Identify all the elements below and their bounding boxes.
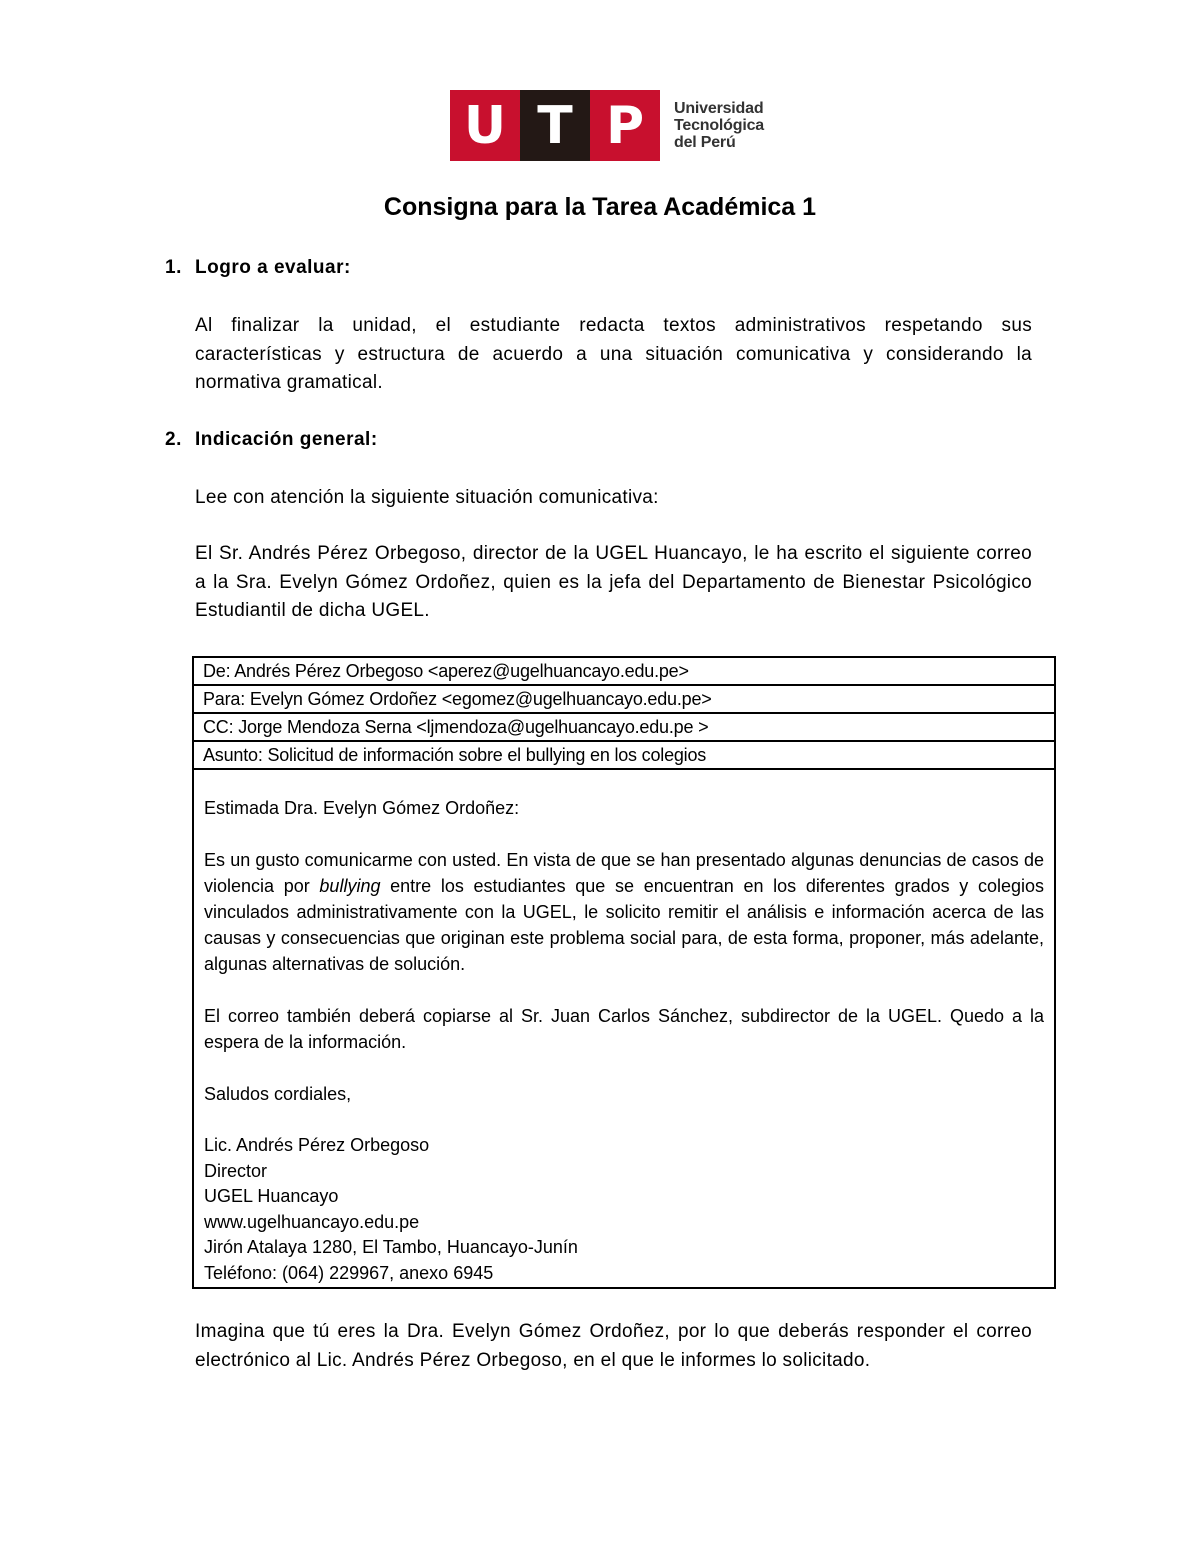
- logo-text-line: Tecnológica: [674, 117, 764, 134]
- final-instruction: Imagina que tú eres la Dra. Evelyn Gómez Ordoñez, por lo que deberás responder el correo electrónico al Lic. Andrés Pérez Orbegoso, en el que le informes lo solicitado.: [195, 1321, 1032, 1371]
- email-body: [194, 795, 1054, 1287]
- email-paragraph-1-start: Es un gusto comunicarme con usted. En vista de que se han presentado algunas denuncias de casos de violencia por: [204, 850, 1044, 896]
- logo-letter-p: P: [590, 90, 660, 161]
- email-greeting: Estimada Dra. Evelyn Gómez Ordoñez:: [204, 798, 520, 818]
- email-paragraph-1-italic: bullying: [319, 876, 381, 896]
- signature-line: Director: [204, 1160, 268, 1181]
- signature-line: UGEL Huancayo: [204, 1186, 339, 1207]
- email-paragraph-2: El correo también deberá copiarse al Sr. Juan Carlos Sánchez, subdirector de la UGEL. Quedo a la espera de la información.: [204, 1006, 1044, 1052]
- signature-line: www.ugelhuancayo.edu.pe: [204, 1211, 420, 1232]
- email-paragraph-1: [204, 847, 1044, 977]
- utp-logo: [450, 90, 764, 161]
- logo-letter-u: U: [450, 90, 520, 161]
- email-box: [192, 656, 1056, 1289]
- logo-letter-t: T: [520, 90, 590, 161]
- logo-text-line: del Perú: [674, 134, 736, 151]
- signature-line: Teléfono: (064) 229967, anexo 6945: [204, 1262, 494, 1283]
- section-1-heading: [165, 257, 351, 279]
- email-to: Para: Evelyn Gómez Ordoñez <egomez@ugelhuancayo.edu.pe>: [194, 686, 1054, 714]
- logo-university-name: [674, 100, 764, 151]
- section-1-number: 1.: [165, 257, 182, 278]
- section-2-number: 2.: [165, 429, 182, 450]
- section-1-text: Al finalizar la unidad, el estudiante redacta textos administrativos respetando sus características y estructura de acuerdo a una situación comunicativa y considerando la normativa gramatical.: [195, 315, 1032, 393]
- section-2-heading-text: Indicación general:: [195, 429, 378, 450]
- section-2-context: El Sr. Andrés Pérez Orbegoso, director de la UGEL Huancayo, le ha escrito el siguiente correo a la Sra. Evelyn Gómez Ordoñez, quien es la jefa del Departamento de Bienestar Psicológico Estudiantil de dicha UGEL.: [195, 543, 1032, 621]
- section-2-intro: Lee con atención la siguiente situación comunicativa:: [195, 487, 659, 508]
- email-cc: CC: Jorge Mendoza Serna <ljmendoza@ugelhuancayo.edu.pe >: [194, 714, 1054, 742]
- section-2-heading: [165, 429, 378, 451]
- signature-line: Lic. Andrés Pérez Orbegoso: [204, 1135, 430, 1155]
- email-subject: Asunto: Solicitud de información sobre el bullying en los colegios: [194, 742, 1054, 770]
- email-signature: [204, 1133, 1044, 1287]
- logo-text-line: Universidad: [674, 100, 764, 117]
- email-closing: Saludos cordiales,: [204, 1084, 352, 1104]
- section-1-heading-text: Logro a evaluar:: [195, 257, 351, 278]
- email-from: De: Andrés Pérez Orbegoso <aperez@ugelhuancayo.edu.pe>: [194, 658, 1054, 686]
- email-paragraph-1-end: entre los estudiantes que se encuentran en los diferentes grados y colegios vinculados administrativamente con la UGEL, le solicito remitir el análisis e información acerca de las causas y consecuencias que originan este problema social para, de esta forma, proponer, más adelante, algunas alternativas de solución.: [204, 876, 1044, 974]
- signature-line: Jirón Atalaya 1280, El Tambo, Huancayo-Junín: [204, 1237, 578, 1258]
- page-title: Consigna para la Tarea Académica 1: [383, 193, 817, 221]
